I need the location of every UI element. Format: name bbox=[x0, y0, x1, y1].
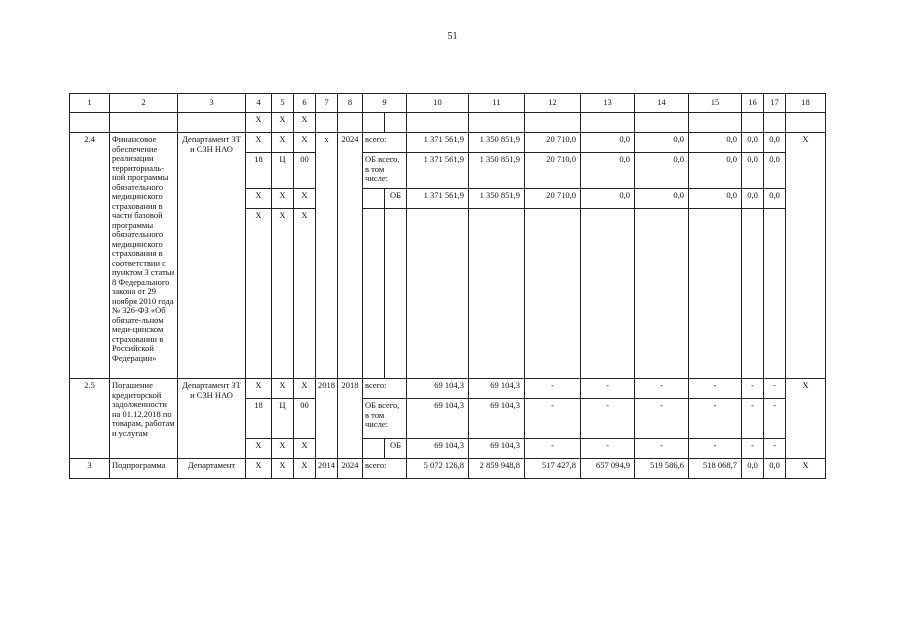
table-cell: Х bbox=[294, 459, 316, 479]
header-row bbox=[70, 94, 826, 113]
table-cell: - bbox=[764, 399, 786, 439]
header-cell: 9 bbox=[363, 94, 407, 113]
table-cell: 1 350 851,9 bbox=[469, 153, 525, 189]
table-cell: - bbox=[742, 399, 764, 439]
table-cell: - bbox=[764, 379, 786, 399]
table-cell: 1 350 851,9 bbox=[469, 133, 525, 153]
table-cell: 00 bbox=[294, 399, 316, 439]
header-cell: 14 bbox=[635, 94, 689, 113]
table-cell: ОБ bbox=[385, 439, 407, 459]
table-cell: Х bbox=[246, 379, 272, 399]
page-number: 51 bbox=[447, 31, 458, 42]
table-cell: - bbox=[635, 399, 689, 439]
table-cell: - bbox=[635, 379, 689, 399]
table-cell: 00 bbox=[294, 153, 316, 189]
table-cell: Х bbox=[272, 379, 294, 399]
table-cell: Ц bbox=[272, 399, 294, 439]
table-cell: 69 104,3 bbox=[407, 439, 469, 459]
table-cell: Х bbox=[294, 189, 316, 209]
table-cell: Х bbox=[272, 189, 294, 209]
table-cell: - bbox=[742, 379, 764, 399]
table-cell: 0,0 bbox=[581, 153, 635, 189]
table-cell: Х bbox=[294, 133, 316, 153]
table-row bbox=[70, 133, 826, 153]
header-cell: 4 bbox=[246, 94, 272, 113]
table-cell: - bbox=[581, 439, 635, 459]
row-executor: Департамент ЗТ и СЗН НАО bbox=[178, 379, 246, 459]
table-cell: 0,0 bbox=[742, 133, 764, 153]
table-cell: 657 094,9 bbox=[581, 459, 635, 479]
table-cell: 20 710,0 bbox=[525, 189, 581, 209]
table-cell: ОБ bbox=[385, 189, 407, 209]
table-cell: - bbox=[764, 439, 786, 459]
table-cell: 517 427,8 bbox=[525, 459, 581, 479]
table-cell: 0,0 bbox=[581, 133, 635, 153]
table-cell: 2014 bbox=[316, 459, 338, 479]
table-row bbox=[70, 379, 826, 399]
header-cell: 5 bbox=[272, 94, 294, 113]
table-cell: 2024 bbox=[338, 133, 363, 379]
table-cell: 0,0 bbox=[689, 153, 742, 189]
table-cell: Х bbox=[246, 133, 272, 153]
table-cell: 5 072 126,8 bbox=[407, 459, 469, 479]
row-executor: Департамент bbox=[178, 459, 246, 479]
table-cell: 18 bbox=[246, 399, 272, 439]
table-cell: 2 859 948,8 bbox=[469, 459, 525, 479]
table-cell: 1 371 561,9 bbox=[407, 189, 469, 209]
header-cell: 8 bbox=[338, 94, 363, 113]
table-cell: Х bbox=[272, 113, 294, 133]
table-cell: Х bbox=[246, 113, 272, 133]
table-cell: 0,0 bbox=[635, 133, 689, 153]
table-row bbox=[70, 459, 826, 479]
table-cell: 0,0 bbox=[764, 133, 786, 153]
row-number: 3 bbox=[70, 459, 110, 479]
header-cell: 15 bbox=[689, 94, 742, 113]
table-cell: всего: bbox=[363, 133, 407, 153]
table-cell: Х bbox=[294, 209, 316, 379]
table-cell: 518 068,7 bbox=[689, 459, 742, 479]
header-cell: 17 bbox=[764, 94, 786, 113]
table-cell: - bbox=[581, 399, 635, 439]
row-name: Подпрограмма bbox=[110, 459, 178, 479]
table-cell: - bbox=[689, 399, 742, 439]
table-cell: Х bbox=[272, 439, 294, 459]
table-cell: - bbox=[689, 439, 742, 459]
header-cell: 11 bbox=[469, 94, 525, 113]
row-executor: Департамент ЗТ и СЗН НАО bbox=[178, 133, 246, 379]
table-cell: Х bbox=[786, 379, 826, 459]
table-cell: Х bbox=[272, 459, 294, 479]
header-cell: 18 bbox=[786, 94, 826, 113]
table-cell: 1 371 561,9 bbox=[407, 153, 469, 189]
table-cell: - bbox=[525, 439, 581, 459]
table-cell: 519 586,6 bbox=[635, 459, 689, 479]
table-cell: Х bbox=[246, 209, 272, 379]
table-cell: 0,0 bbox=[764, 459, 786, 479]
table-cell: Х bbox=[272, 209, 294, 379]
header-cell: 10 bbox=[407, 94, 469, 113]
table-cell: 69 104,3 bbox=[407, 399, 469, 439]
table-cell: Х bbox=[246, 439, 272, 459]
table-cell: - bbox=[525, 399, 581, 439]
table-cell: Х bbox=[272, 133, 294, 153]
table-cell: всего: bbox=[363, 379, 407, 399]
table-cell: 0,0 bbox=[635, 153, 689, 189]
table-cell: - bbox=[581, 379, 635, 399]
row-number: 2.4 bbox=[70, 133, 110, 379]
table-cell: 0,0 bbox=[742, 189, 764, 209]
row-name: Погашение кредиторской задолженности на 01.12.2018 по товарам, работам и услугам bbox=[110, 379, 178, 459]
header-cell: 3 bbox=[178, 94, 246, 113]
table-cell: 0,0 bbox=[742, 459, 764, 479]
table-cell: 0,0 bbox=[764, 189, 786, 209]
budget-table bbox=[69, 93, 826, 479]
table-cell: Х bbox=[294, 379, 316, 399]
table-cell: 2018 bbox=[316, 379, 338, 459]
table-cell: 2024 bbox=[338, 459, 363, 479]
table-cell: 1 371 561,9 bbox=[407, 133, 469, 153]
table-cell: - bbox=[635, 439, 689, 459]
table-cell: 20 710,0 bbox=[525, 153, 581, 189]
table-cell: всего: bbox=[363, 459, 407, 479]
table-cell: 0,0 bbox=[689, 189, 742, 209]
table-cell: - bbox=[525, 379, 581, 399]
header-cell: 7 bbox=[316, 94, 338, 113]
header-cell: 2 bbox=[110, 94, 178, 113]
table-cell: Ц bbox=[272, 153, 294, 189]
table-row bbox=[70, 113, 826, 133]
table-cell: 69 104,3 bbox=[407, 379, 469, 399]
table-cell: 0,0 bbox=[581, 189, 635, 209]
table-cell: 1 350 851,9 bbox=[469, 189, 525, 209]
table-cell: Х bbox=[246, 189, 272, 209]
table-cell: 0,0 bbox=[689, 133, 742, 153]
table-cell: Х bbox=[246, 459, 272, 479]
table-cell: ОБ всего, в том числе: bbox=[363, 399, 407, 439]
table-cell: 69 104,3 bbox=[469, 379, 525, 399]
table-cell: Х bbox=[294, 113, 316, 133]
table-cell: ОБ всего, в том числе: bbox=[363, 153, 407, 189]
table-cell: - bbox=[742, 439, 764, 459]
table-cell: 2018 bbox=[338, 379, 363, 459]
table-cell: Х bbox=[786, 133, 826, 379]
header-cell: 16 bbox=[742, 94, 764, 113]
table-cell: 69 104,3 bbox=[469, 399, 525, 439]
header-cell: 1 bbox=[70, 94, 110, 113]
header-cell: 12 bbox=[525, 94, 581, 113]
table-cell: 0,0 bbox=[742, 153, 764, 189]
table-cell: - bbox=[689, 379, 742, 399]
header-cell: 13 bbox=[581, 94, 635, 113]
row-name: Финансовое обеспечение реализации территориаль-ной программы обязательного медицинского страхования в части базовой программы обязательного медицинского страхования в соответствии с пунктом 3 статьи 8 Федерального закона от 29 ноября 2010 года № 326-ФЗ «Об обязате-льном меди-цинском страховании в Российской Федерации» bbox=[110, 133, 178, 379]
table-cell: х bbox=[316, 133, 338, 379]
table-cell: Х bbox=[786, 459, 826, 479]
table-cell: 20 710,0 bbox=[525, 133, 581, 153]
table-cell: Х bbox=[294, 439, 316, 459]
table-cell: 69 104,3 bbox=[469, 439, 525, 459]
table-cell: 0,0 bbox=[764, 153, 786, 189]
row-number: 2.5 bbox=[70, 379, 110, 459]
table-cell: 0,0 bbox=[635, 189, 689, 209]
table-cell: 18 bbox=[246, 153, 272, 189]
header-cell: 6 bbox=[294, 94, 316, 113]
